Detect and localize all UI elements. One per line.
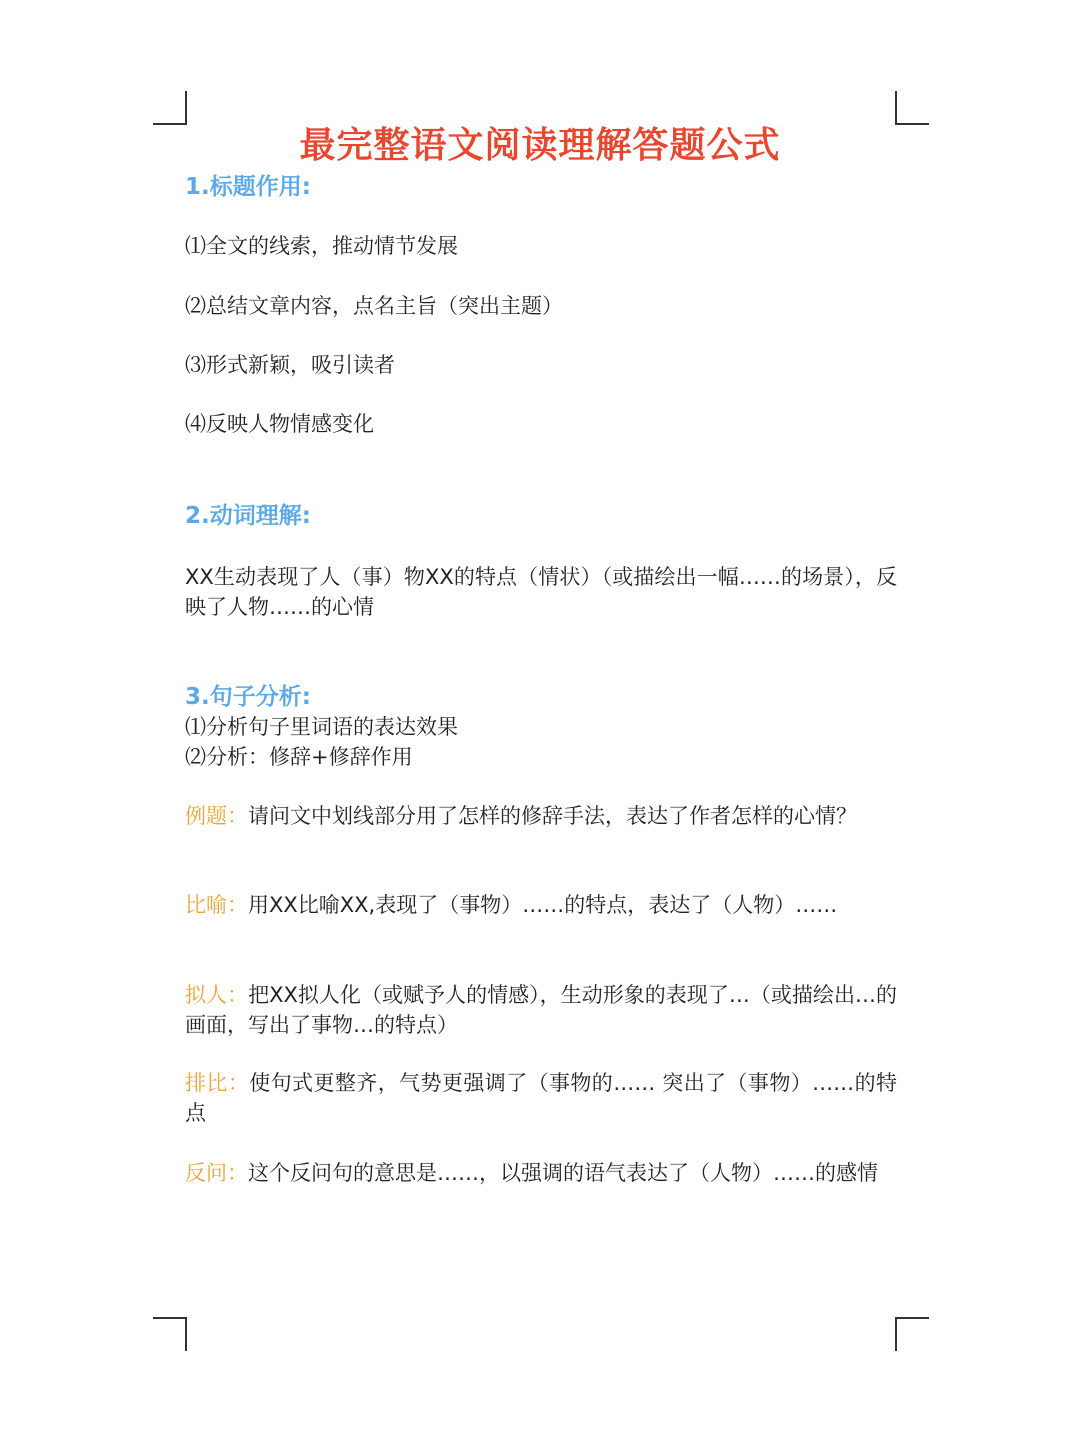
crop-mark-top-right bbox=[895, 91, 929, 125]
rhetoric-label: 比喻： bbox=[185, 893, 248, 917]
list-item: ⑵分析：修辞+修辞作用 bbox=[185, 745, 413, 769]
section-heading-sentence-analysis: 3.句子分析: bbox=[185, 684, 311, 710]
page-title: 最完整语文阅读理解答题公式 bbox=[299, 125, 781, 166]
list-item: ⑴全文的线索，推动情节发展 bbox=[185, 234, 458, 258]
rhetoric-personification bbox=[185, 980, 897, 1040]
rhetoric-rhetorical-question bbox=[185, 1158, 897, 1188]
section-heading-title-function: 1.标题作用: bbox=[185, 174, 311, 200]
example-label: 例题： bbox=[185, 804, 248, 828]
list-item: ⑵总结文章内容，点名主旨（突出主题） bbox=[185, 294, 563, 318]
rhetoric-label: 反问： bbox=[185, 1161, 248, 1185]
crop-mark-top-left bbox=[153, 91, 187, 125]
rhetoric-metaphor bbox=[185, 890, 897, 920]
crop-mark-bottom-left bbox=[153, 1317, 187, 1351]
verb-formula-text: XX生动表现了人（事）物XX的特点（情状）（或描绘出一幅……的场景），反映了人物……的心情 bbox=[185, 565, 897, 619]
crop-mark-bottom-right bbox=[895, 1317, 929, 1351]
rhetoric-text: 使句式更整齐，气势更强调了（事物的…… 突出了（事物）……的特点 bbox=[185, 1071, 897, 1125]
list-item: ⑷反映人物情感变化 bbox=[185, 412, 374, 436]
list-item: ⑶形式新颖，吸引读者 bbox=[185, 353, 395, 377]
section-heading-verb-understanding: 2.动词理解: bbox=[185, 503, 311, 529]
rhetoric-parallelism bbox=[185, 1068, 897, 1128]
example-text: 请问文中划线部分用了怎样的修辞手法，表达了作者怎样的心情？ bbox=[248, 804, 857, 828]
list-item: ⑴分析句子里词语的表达效果 bbox=[185, 715, 458, 739]
rhetoric-label: 排比： bbox=[185, 1071, 250, 1095]
rhetoric-label: 拟人： bbox=[185, 983, 249, 1007]
rhetoric-text: 这个反问句的意思是……，以强调的语气表达了（人物）……的感情 bbox=[248, 1161, 878, 1185]
rhetoric-text: 把XX拟人化（或赋予人的情感），生动形象的表现了…（或描绘出…的画面，写出了事物…的特点） bbox=[185, 983, 898, 1037]
example-question bbox=[185, 801, 897, 831]
rhetoric-text: 用XX比喻XX,表现了（事物）……的特点，表达了（人物）…… bbox=[248, 893, 838, 917]
